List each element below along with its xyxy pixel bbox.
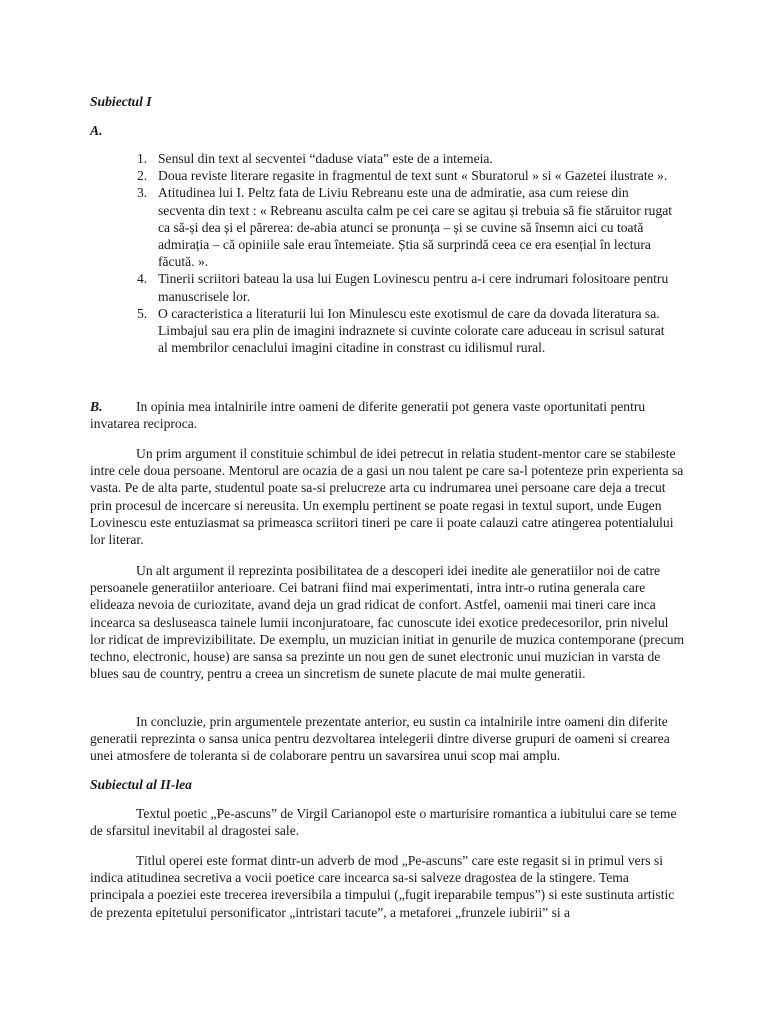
answer-list — [137, 150, 677, 356]
essay-paragraph: Titlul operei este format dintr-un adverb de mod „Pe-ascuns” care este regasit si in primul vers si indica atitudinea secretiva a vocii poetice care incearca sa-si salveze dragostea de la stingere. Tema principala a poeziei este trecerea ireversibila a timpului („fugit ireparabile tempus”) si este sustinuta artistic de prezenta epitetului personificator „intristari tacute”, a metaforei „frunzele iubirii” si a — [90, 853, 675, 920]
section-title-subiect-2: Subiectul al II-lea — [90, 777, 192, 792]
essay-paragraph: Textul poetic „Pe-ascuns” de Virgil Carianopol este o marturisire romantica a iubitului care se teme de sfarsitul inevitabil al dragostei sale. — [90, 806, 677, 839]
list-item: 3. Atitudinea lui I. Peltz fata de Liviu Rebreanu este una de admiratie, asa cum reiese din secventa din text : « Rebreanu asculta calm pe cei care se agitau și trebuia să fie stăruitor rugat ca să-și dea și el părerea: de-abia atunci se pronunța – și se cuvine să însemn aici cu toată admirația – că opiniile sale erau întemeiate. Știa să surprindă ceea ce era esențial în lectura făcută. ». — [137, 185, 673, 270]
part-a-label: A. — [90, 123, 103, 138]
essay-paragraph: Un alt argument il reprezinta posibilitatea de a descoperi idei inedite ale generatiilor noi de catre persoanele generatiilor anterioare. Cei batrani fiind mai experimentati, intra intr-o rutina generala care elideaza nevoia de curiozitate, avand deja un grad ridicat de confort. Astfel, oamenii mai tineri care inca incearca sa desluseasca tainele lumii inconjuratoare, fac cunoscute idei exotice predecesorilor, prin nivelul lor ridicat de imprevizibilitate. De exemplu, un muzician initiat in genurile de muzica contemporane (precum techno, electronic, house) are sansa sa prezinte un nou gen de sunet electronic unui muzician in varsta de blues sau de country, pentru a creea un sincretism de sunete placute de mai multe generatii. — [90, 563, 685, 682]
list-item: 1. Sensul din text al secventei “daduse viata” este de a intemeia. — [137, 151, 493, 166]
section-title-subiect-1: Subiectul I — [90, 94, 152, 109]
part-b-intro: B. In opinia mea intalnirile intre oameni de diferite generatii pot genera vaste oportunitati pentru invatarea reciproca. — [90, 399, 646, 432]
list-item: 2. Doua reviste literare regasite in fragmentul de text sunt « Sburatorul » si « Gazetei ilustrate ». — [137, 168, 668, 184]
list-item: 4. Tinerii scriitori bateau la usa lui Eugen Lovinescu pentru a-i cere indrumari folositoare pentru manuscrisele lor. — [137, 271, 669, 304]
essay-paragraph: In concluzie, prin argumentele prezentate anterior, eu sustin ca intalnirile intre oameni din diferite generatii reprezinta o sansa unica pentru dezvoltarea intelegerii dintre diverse grupuri de oameni si crearea unei atmosfere de toleranta si de colaborare pentru un savarsirea unui scop mai amplu. — [90, 714, 670, 764]
list-item: 5. O caracteristica a literaturii lui Ion Minulescu este exotismul de care da dovada literatura sa. Limbajul sau era plin de imagini indraznete si cuvinte colorate care aduceau in scrisul saturat al membrilor cenaclului imagini citadine in constrast cu idilismul rural. — [137, 305, 665, 356]
part-b-label: B. — [90, 399, 103, 414]
essay-paragraph: Un prim argument il constituie schimbul de idei petrecut in relatia student-mentor care se stabileste intre cele doua persoane. Mentorul are ocazia de a gasi un nou talent pe care sa-l potenteze prin experienta sa vasta. Pe de alta parte, studentul poate sa-si prelucreze arta cu indrumarea unei persoane care deja a trecut prin procesul de incercare si nereusita. Un exemplu pertinent se poate regasi in textul suport, unde Eugen Lovinescu este entuziasmat sa primeasca scriitori tineri pe care ii poate calauzi catre atingerea potentialului lor literar. — [90, 446, 684, 548]
